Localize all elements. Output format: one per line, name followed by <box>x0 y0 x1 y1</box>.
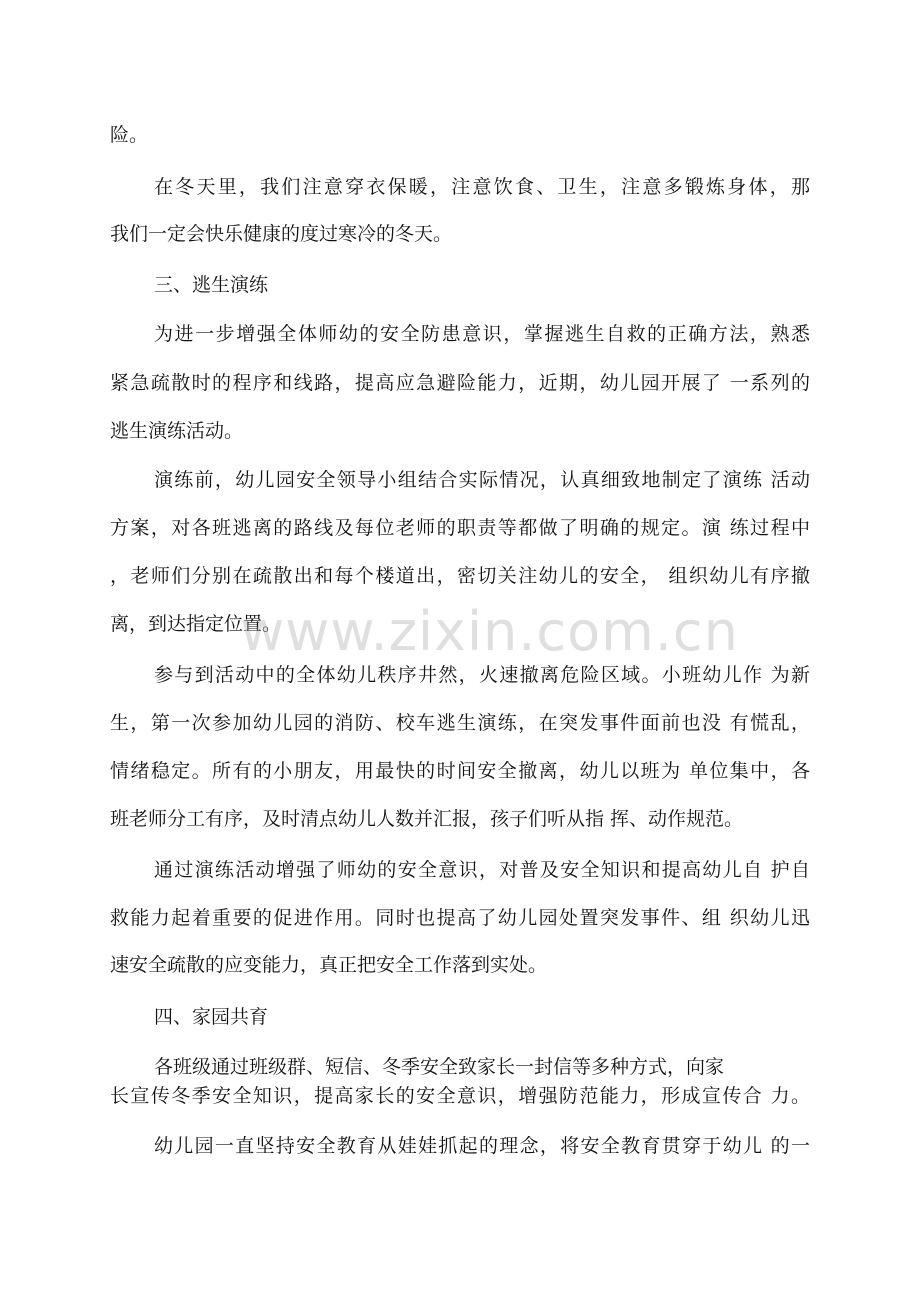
text-line: 我们一定会快乐健康的度过寒冷的冬天。 <box>110 223 453 245</box>
text-line: 为进一步增强全体师幼的安全防患意识，掌握逃生自救的正确方法，熟悉 <box>154 323 810 345</box>
text-line: 在冬天里，我们注意穿衣保暖，注意饮食、卫生，注意多锻炼身体，那 <box>154 176 810 198</box>
text-line: 险。 <box>110 124 149 146</box>
section-heading: 四、家园共育 <box>154 1006 269 1028</box>
text-line: 逃生演练活动。 <box>110 420 244 442</box>
text-line: 紧急疏散时的程序和线路，提高应急避险能力，近期，幼儿园开展了 一系列的 <box>110 372 810 394</box>
text-line: 方案，对各班逃离的路线及每位老师的职责等都做了明确的规定。演 练过程中 <box>110 517 810 539</box>
text-line: 演练前，幼儿园安全领导小组结合实际情况，认真细致地制定了演练 活动 <box>154 469 810 491</box>
text-line: 速安全疏散的应变能力，真正把安全工作落到实处。 <box>110 954 548 976</box>
text-line: 情绪稳定。所有的小朋友，用最快的时间安全撤离，幼儿以班为 单位集中，各 <box>110 760 810 782</box>
text-line: 班老师分工有序，及时清点幼儿人数并汇报，孩子们听从指 挥、动作规范。 <box>110 808 744 830</box>
text-line: 长宣传冬季安全知识，提高家长的安全意识，增强防范能力，形成宣传合 力。 <box>110 1085 810 1107</box>
text-line: 幼儿园一直坚持安全教育从娃娃抓起的理念，将安全教育贯穿于幼儿 的一 <box>154 1135 810 1157</box>
watermark: www.zixin.com.cn <box>240 600 739 663</box>
text-line: 参与到活动中的全体幼儿秩序井然，火速撤离危险区域。小班幼儿作 为新 <box>154 664 810 686</box>
section-heading: 三、逃生演练 <box>154 274 269 296</box>
text-line: 救能力起着重要的促进作用。同时也提高了幼儿园处置突发事件、组 织幼儿迅 <box>110 907 810 929</box>
text-line: ，老师们分别在疏散出和每个楼道出，密切关注幼儿的安全， 组织幼儿有序撤 <box>110 565 810 587</box>
text-line: 生，第一次参加幼儿园的消防、校车逃生演练，在突发事件面前也没 有慌乱， <box>110 712 810 734</box>
text-line: 各班级通过班级群、短信、冬季安全致家长一封信等多种方式，向家 <box>154 1056 725 1078</box>
text-line: 离，到达指定位置。 <box>110 613 282 635</box>
text-line: 通过演练活动增强了师幼的安全意识，对普及安全知识和提高幼儿自 护自 <box>154 859 810 881</box>
